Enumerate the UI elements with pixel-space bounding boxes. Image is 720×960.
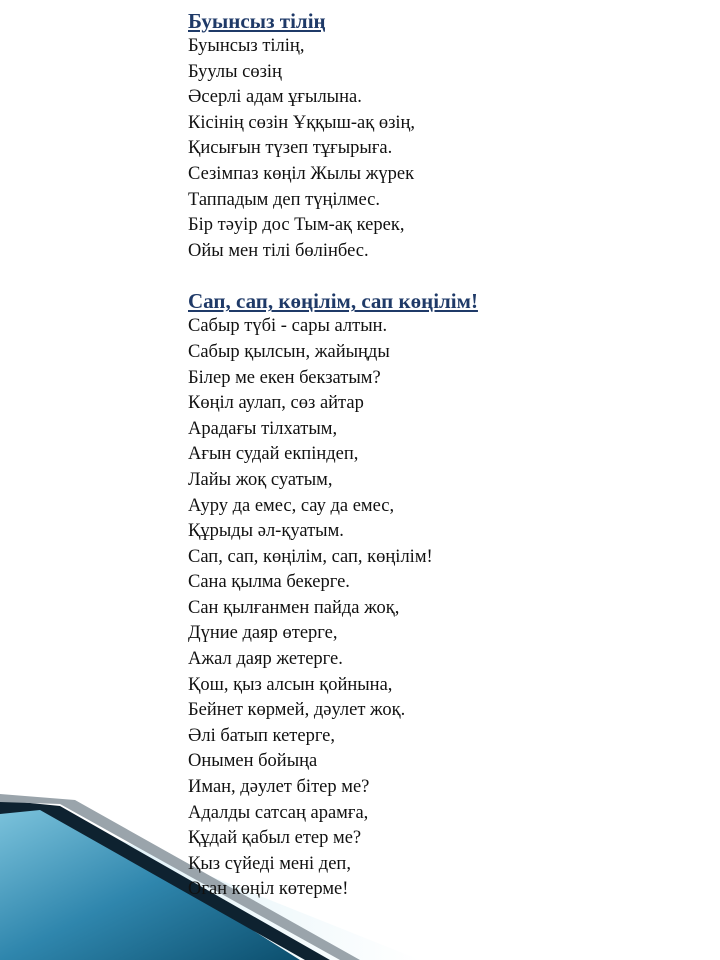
poem-title-1: Буынсыз тілің — [188, 9, 326, 33]
poem-line: Буынсыз тілің, — [188, 36, 305, 56]
poem-line: Ойы мен тілі бөлінбес. — [188, 240, 369, 261]
poem-line: Буулы сөзің — [188, 61, 282, 82]
poem-section-1 — [188, 8, 688, 264]
poem-line: Адалды сатсаң арамға, — [188, 802, 369, 823]
poem-title-2: Сап, сап, көңілім, сап көңілім! — [188, 289, 478, 314]
poem-lines-2 — [188, 314, 688, 903]
poem-lines-1 — [188, 34, 688, 264]
poem-line: Бір тәуір дос Тым-ақ керек, — [188, 215, 405, 236]
poem-line: Құдай қабыл етер ме? — [188, 828, 362, 849]
poem-line: Қисығын түзеп тұғырыға. — [188, 138, 393, 159]
poem-line: Ағын судай екпіндеп, — [188, 444, 359, 465]
poem-line: Оған көңіл көтерме! — [188, 879, 349, 900]
poem-line: Қош, қыз алсын қойнына, — [188, 674, 393, 695]
poem-line: Құрыды әл-қуатым. — [188, 521, 344, 542]
poem-line: Арадағы тілхатым, — [188, 418, 338, 439]
poem-line: Иман, дәулет бітер ме? — [188, 777, 370, 798]
poem-line: Кісінің сөзін Ұққыш-ақ өзің, — [188, 112, 416, 133]
poem-line: Әлі батып кетерге, — [188, 725, 336, 746]
poem-line: Бейнет көрмей, дәулет жоқ. — [188, 700, 406, 721]
poem-section-2 — [188, 288, 688, 903]
poem-line: Лайы жоқ суатым, — [188, 469, 333, 490]
poem-line: Сап, сап, көңілім, сап, көңілім! — [188, 546, 433, 567]
poem-line: Сезімпаз көңіл Жылы жүрек — [188, 163, 415, 184]
poem-line: Сана қылма бекерге. — [188, 572, 350, 593]
poem-line: Ауру да емес, сау да емес, — [188, 495, 395, 516]
poem-line: Сабыр түбі - сары алтын. — [188, 316, 388, 337]
poem-line: Білер ме екен бекзатым? — [188, 367, 381, 388]
poem-line: Ажал даяр жетерге. — [188, 649, 343, 670]
poem-line: Таппадым деп түңілмес. — [188, 189, 380, 210]
poem-line: Әсерлі адам ұғылына. — [188, 87, 362, 108]
poem-line: Қыз сүйеді мені деп, — [188, 853, 351, 874]
poem-text-column — [188, 8, 688, 903]
poem-line: Сан қылғанмен пайда жоқ, — [188, 597, 400, 618]
poem-line: Көңіл аулап, сөз айтар — [188, 393, 364, 414]
poem-line: Онымен бойыңа — [188, 751, 318, 772]
poem-line: Дүние даяр өтерге, — [188, 623, 338, 644]
poem-line: Сабыр қылсын, жайыңды — [188, 341, 390, 362]
